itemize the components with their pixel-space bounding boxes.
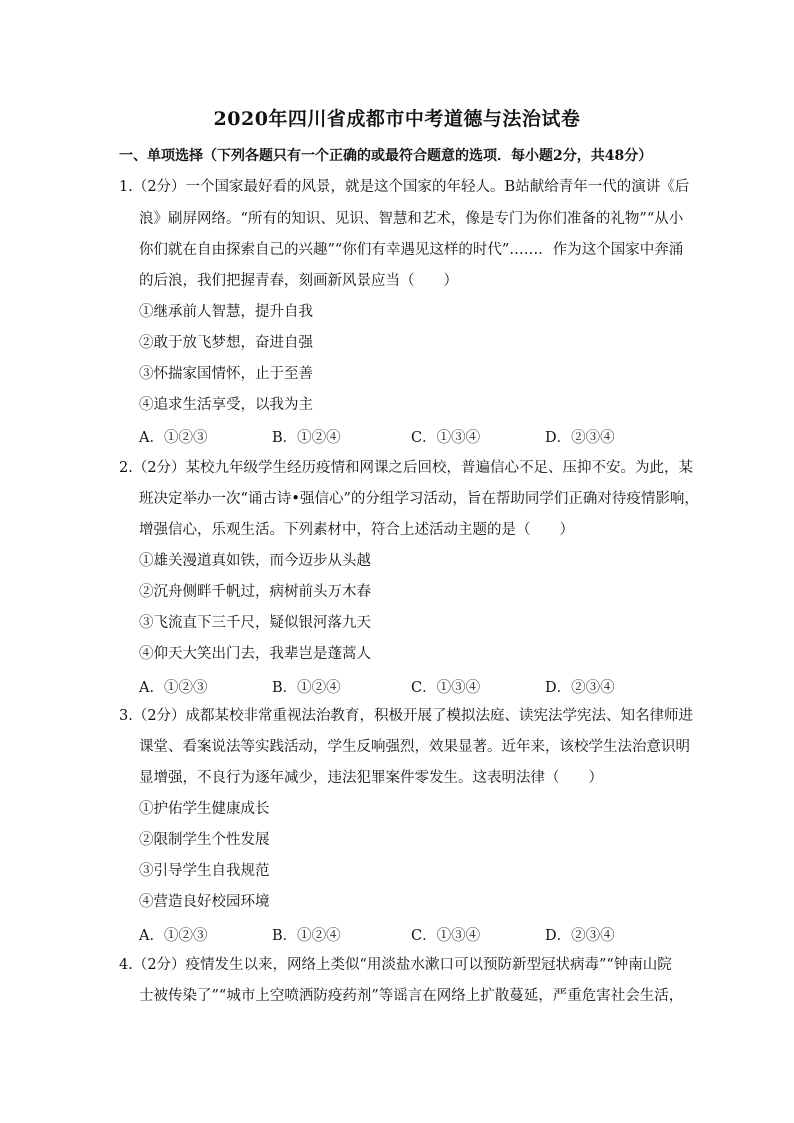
question-text-line: 的后浪，我们把握青春，刻画新风景应当（ ）	[139, 273, 458, 289]
answer-option-a: A．①②③	[139, 430, 208, 446]
statement-item: ④仰天大笑出门去，我辈岂是蓬蒿人	[139, 646, 371, 662]
answer-option-c: C．①③④	[411, 680, 481, 696]
statement-item: ②限制学生个性发展	[139, 832, 270, 848]
answer-option-b: B．①②④	[272, 680, 341, 696]
statement-item: ②敢于放飞梦想，奋进自强	[139, 335, 313, 351]
question-text-line: 浪》刷屏网络。“所有的知识、见识、智慧和艺术，像是专门为你们准备的礼物”“从小	[139, 211, 684, 227]
question-text-line: 1.（2分）一个国家最好看的风景，就是这个国家的年轻人。B站献给青年一代的演讲《后	[119, 179, 690, 195]
question-text-line: 课堂、看案说法等实践活动，学生反响强烈，效果显著。近年来，该校学生法治意识明	[139, 739, 690, 755]
answer-option-a: A．①②③	[139, 928, 208, 944]
answer-option-d: D．②③④	[545, 680, 615, 696]
section-heading: 一、单项选择（下列各题只有一个正确的或最符合题意的选项．每小题2分，共48分）	[119, 148, 653, 164]
question-text-line: 增强信心，乐观生活。下列素材中，符合上述活动主题的是（ ）	[139, 522, 574, 538]
statement-item: ③怀揣家国情怀，止于至善	[139, 366, 313, 382]
statement-item: ①雄关漫道真如铁，而今迈步从头越	[139, 553, 371, 569]
answer-option-b: B．①②④	[272, 430, 341, 446]
statement-item: ②沉舟侧畔千帆过，病树前头万木春	[139, 584, 371, 600]
question-text-line: 4.（2分）疫情发生以来，网络上类似“用淡盐水漱口可以预防新型冠状病毒”“钟南山院	[119, 957, 672, 973]
statement-item: ④营造良好校园环境	[139, 894, 270, 910]
question-text-line: 你们就在自由探索自己的兴趣”“你们有幸遇见这样的时代”……．作为这个国家中奔涌	[139, 242, 684, 258]
answer-option-d: D．②③④	[545, 430, 615, 446]
question-text-line: 2.（2分）某校九年级学生经历疫情和网课之后回校，普遍信心不足、压抑不安。为此，某	[119, 460, 694, 476]
statement-item: ③飞流直下三千尺，疑似银河落九天	[139, 615, 371, 631]
statement-item: ①护佑学生健康成长	[139, 801, 270, 817]
statement-item: ①继承前人智慧，提升自我	[139, 304, 313, 320]
question-text-line: 士被传染了”“城市上空喷洒防疫药剂”等谣言在网络上扩散蔓延，严重危害社会生活，	[139, 988, 684, 1004]
answer-option-b: B．①②④	[272, 928, 341, 944]
page-title: 2020年四川省成都市中考道德与法治试卷	[213, 108, 581, 130]
statement-item: ③引导学生自我规范	[139, 863, 270, 879]
question-text-line: 显增强，不良行为逐年减少，违法犯罪案件零发生。这表明法律（ ）	[139, 770, 603, 786]
question-text-line: 班决定举办一次“诵古诗•强信心”的分组学习活动，旨在帮助同学们正确对待疫情影响，	[139, 491, 699, 507]
answer-option-c: C．①③④	[411, 928, 481, 944]
answer-option-d: D．②③④	[545, 928, 615, 944]
answer-option-a: A．①②③	[139, 680, 208, 696]
statement-item: ④追求生活享受，以我为主	[139, 397, 313, 413]
answer-option-c: C．①③④	[411, 430, 481, 446]
question-text-line: 3.（2分）成都某校非常重视法治教育，积极开展了模拟法庭、读宪法学宪法、知名律师进	[119, 708, 694, 724]
